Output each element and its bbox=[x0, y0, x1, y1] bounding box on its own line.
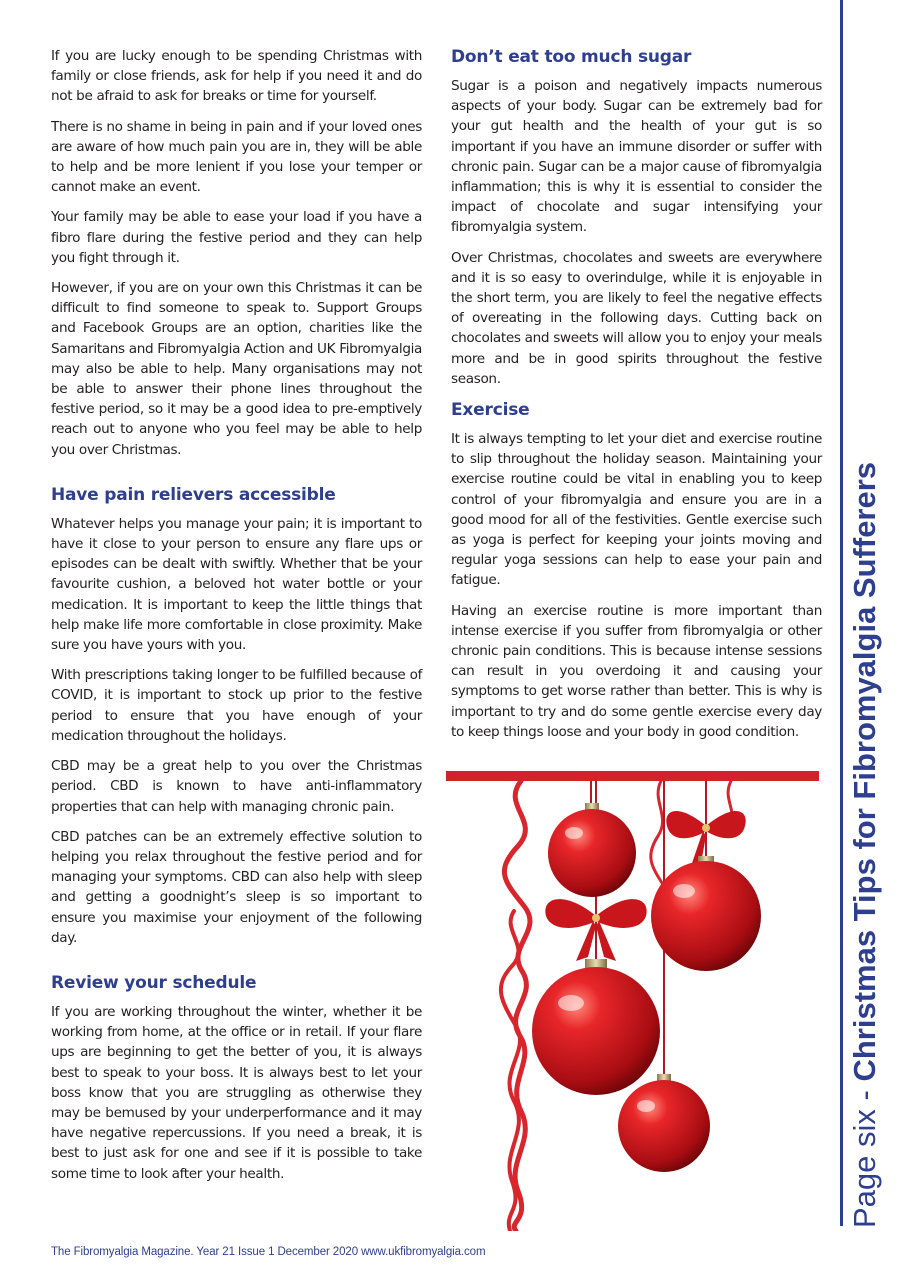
pain-relievers-paragraph-3: CBD may be a great help to you over the Christmas period. CBD is known to have anti-inflammatory properties that can help with managing chronic pain. bbox=[51, 758, 422, 815]
side-title bbox=[847, 461, 883, 1228]
exercise-heading: Exercise bbox=[451, 400, 530, 421]
intro-paragraph-4: However, if you are on your own this Christmas it can be difficult to find someone to speak to. Support Groups and Facebook Groups are an option, charities like the Samaritans and Fibromyalgia Action and UK Fibromyalgia may also be able to help. Many organisations may not be able to answer their phone lines throughout the festive period, so it may be a good idea to pre-emptively reach out to anyone who you feel may be able to help you over Christmas. bbox=[51, 280, 422, 458]
side-title-page: Page six - bbox=[847, 1081, 882, 1228]
pain-relievers-paragraph-2: With prescriptions taking longer to be fulfilled because of COVID, it is important to stock up prior to the festive period to ensure that you have enough of your medication throughout the holidays. bbox=[51, 667, 422, 744]
intro-paragraph-1: If you are lucky enough to be spending Christmas with family or close friends, ask for help if you need it and do not be afraid to ask for breaks or time for yourself. bbox=[51, 48, 422, 105]
pain-relievers-paragraph-1: Whatever helps you manage your pain; it is important to have it close to your person to ensure any flare ups or episodes can be dealt with swiftly. Whether that be your favourite cushion, a beloved hot water bottle or your medication. It is important to keep the little things that help make life more comfortable in close proximity. Make sure you have yours with you. bbox=[51, 515, 422, 654]
sugar-paragraph-1: Sugar is a poison and negatively impacts numerous aspects of your body. Sugar can be extremely bad for your gut health and the health of your gut is so important if you have an immune disorder or suffer with chronic pain. Sugar can be a major cause of fibromyalgia inflammation; this is why it is essential to consider the impact of chocolate and sugar intensifying your fibromyalgia system. bbox=[451, 78, 822, 236]
sugar-paragraph-2: Over Christmas, chocolates and sweets are everywhere and it is so easy to overindulge, while it is enjoyable in the short term, you are likely to feel the negative effects of overeating in the following days. Cutting back on chocolates and sweets will allow you to enjoy your meals more and be in good spirits throughout the festive season. bbox=[451, 249, 822, 387]
side-title-text: Christmas Tips for Fibromyalgia Sufferers bbox=[847, 461, 882, 1082]
intro-paragraph-2: There is no shame in being in pain and if your loved ones are aware of how much pain you are in, they will be able to help and be more lenient if you lose your temper or cannot make an event. bbox=[51, 118, 422, 196]
sugar-heading: Don’t eat too much sugar bbox=[451, 47, 692, 67]
christmas-baubles-image bbox=[446, 781, 819, 1231]
red-divider-bar bbox=[446, 771, 819, 781]
left-column bbox=[51, 46, 422, 1194]
intro-paragraph-3: Your family may be able to ease your load if you have a fibro flare during the festive period and they can help you fight through it. bbox=[51, 209, 422, 266]
pain-relievers-paragraph-4: CBD patches can be an extremely effective solution to helping you relax throughout the festive period and for managing your symptoms. CBD can also help with sleep and getting a goodnight’s sleep is so important to ensure you maximise your enjoyment of the following day. bbox=[51, 828, 422, 946]
exercise-paragraph-2: Having an exercise routine is more important than intense exercise if you suffer from fibromyalgia or other chronic pain conditions. This is because intense sessions can result in you overdoing it and causing your symptoms to get worse rather than better. This is why is important to try and do some gentle exercise every day to keep things loose and your body in good condition. bbox=[451, 602, 822, 740]
schedule-paragraph-1: If you are working throughout the winter, whether it be working from home, at the office or in retail. If your flare ups are beginning to get the better of you, it is always best to speak to your boss. It is always best to let your boss know that you are struggling as otherwise they may be bemused by your underperformance and it may have negative repercussions. If you need a break, it is best to just ask for one and see if it is possible to take some time to look after your health. bbox=[51, 1003, 422, 1182]
footer-credit: The Fibromyalgia Magazine. Year 21 Issue 1 December 2020 www.ukfibromyalgia.com bbox=[51, 1246, 486, 1258]
right-column bbox=[451, 46, 822, 752]
pain-relievers-heading: Have pain relievers accessible bbox=[51, 484, 336, 505]
vertical-rule bbox=[840, 0, 843, 1226]
exercise-paragraph-1: It is always tempting to let your diet and exercise routine to slip throughout the holiday season. Maintaining your exercise routine could be vital in enabling you to keep control of your fibromyalgia and ensure you are in a good mood for all of the festivities. Gentle exercise such as yoga is perfect for keeping your joints moving and regular yoga sessions can help to ease your pain and fatigue. bbox=[451, 431, 822, 589]
schedule-heading: Review your schedule bbox=[51, 972, 257, 993]
